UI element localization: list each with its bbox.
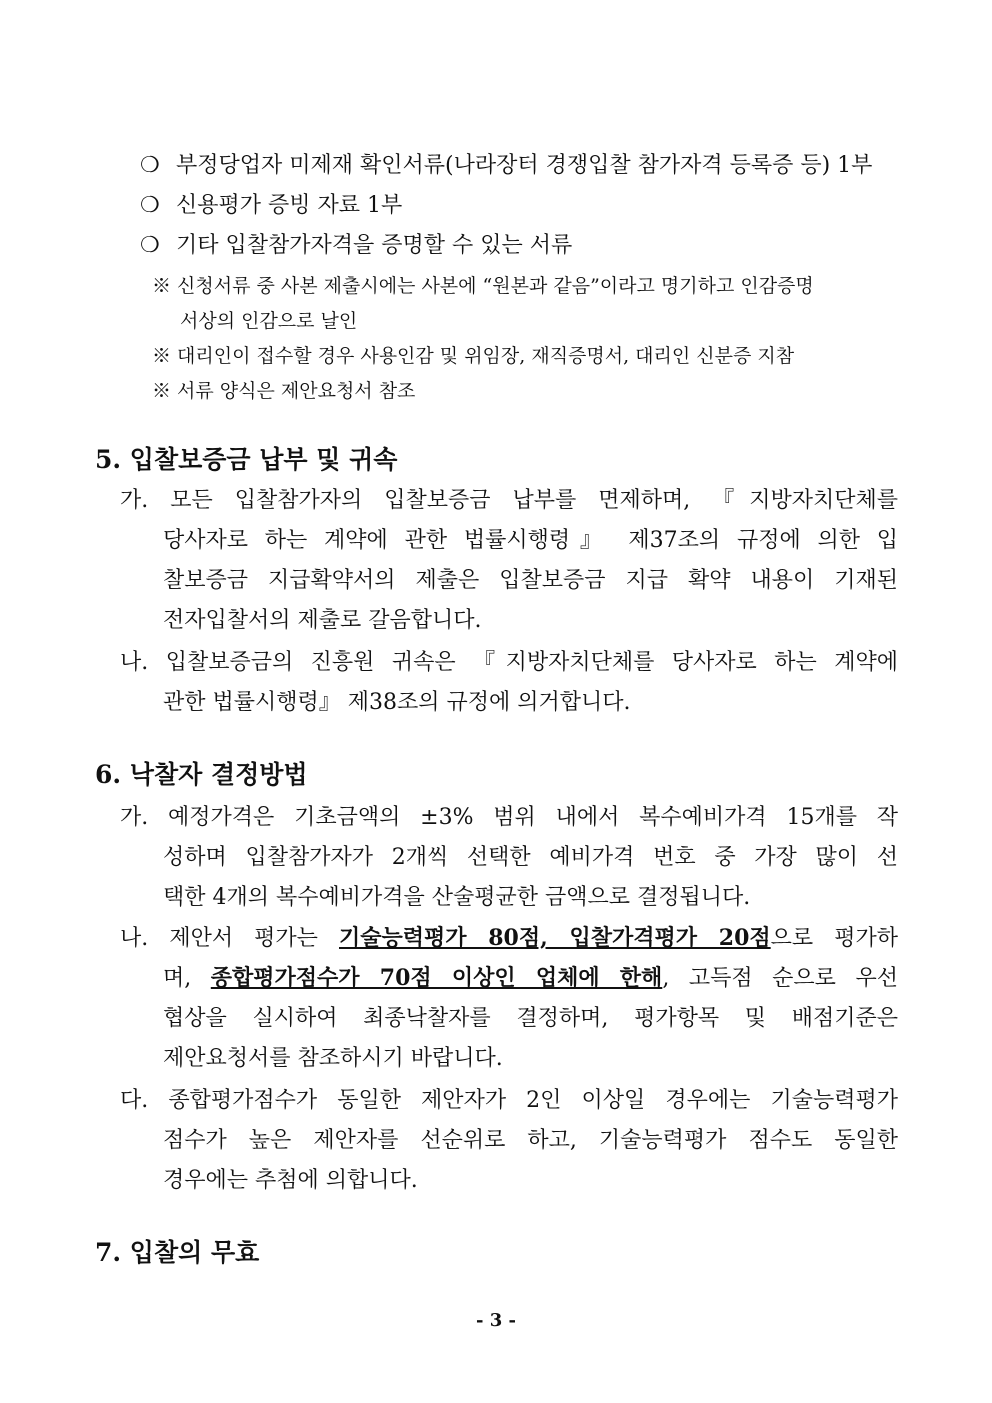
paragraph-line: 가. 예정가격은 기초금액의 ±3% 범위 내에서 복수예비가격 15개를 작 xyxy=(120,805,898,830)
paragraph-line: 나. 입찰보증금의 진흥원 귀속은 『지방자치단체를 당사자로 하는 계약에 xyxy=(120,650,898,675)
note-line: 서상의 인감으로 날인 xyxy=(180,310,358,332)
section-heading: 6. 낙찰자 결정방법 xyxy=(95,760,308,789)
circle-bullet-icon: ❍ xyxy=(140,233,160,258)
circle-bullet-icon: ❍ xyxy=(140,193,160,218)
paragraph-line: 찰보증금 지급확약서의 제출은 입찰보증금 지급 확약 내용이 기재된 xyxy=(163,568,898,593)
note-line: ※ 대리인이 접수할 경우 사용인감 및 위임장, 재직증명서, 대리인 신분증 지참 xyxy=(152,345,795,367)
text-span: 나. 제안서 평가는 xyxy=(120,926,339,951)
page-number: - 3 - xyxy=(476,1310,516,1331)
paragraph-line: 경우에는 추첨에 의합니다. xyxy=(163,1168,418,1193)
paragraph-line: 관한 법률시행령』 제38조의 규정에 의거합니다. xyxy=(163,690,631,715)
bullet-text: 신용평가 증빙 자료 1부 xyxy=(176,193,403,218)
paragraph-line: 전자입찰서의 제출로 갈음합니다. xyxy=(163,608,482,633)
paragraph-line: 가. 모든 입찰참가자의 입찰보증금 납부를 면제하며, 『지방자치단체를 xyxy=(120,488,898,513)
emphasis-text: 종합평가점수가 70점 이상인 업체에 한해 xyxy=(210,965,663,991)
paragraph-line: 당사자로 하는 계약에 관한 법률시행령』 제37조의 규정에 의한 입 xyxy=(163,528,898,553)
emphasis-text: 기술능력평가 80점, 입찰가격평가 20점 xyxy=(339,925,771,951)
paragraph-line: 제안요청서를 참조하시기 바랍니다. xyxy=(163,1046,503,1071)
paragraph-line: 점수가 높은 제안자를 선순위로 하고, 기술능력평가 점수도 동일한 xyxy=(163,1128,898,1153)
note-line: ※ 신청서류 중 사본 제출시에는 사본에 “원본과 같음”이라고 명기하고 인감증명 xyxy=(152,275,814,297)
bullet-text: 기타 입찰참가자격을 증명할 수 있는 서류 xyxy=(176,233,573,258)
text-span: 며, xyxy=(163,966,211,991)
section-heading: 5. 입찰보증금 납부 및 귀속 xyxy=(95,445,398,474)
bullet-item xyxy=(140,188,402,219)
circle-bullet-icon: ❍ xyxy=(140,153,160,178)
text-span: , 고득점 순으로 우선 xyxy=(662,966,898,991)
bullet-item xyxy=(140,228,572,259)
paragraph-line: 다. 종합평가점수가 동일한 제안자가 2인 이상일 경우에는 기술능력평가 xyxy=(120,1088,898,1113)
bullet-text: 부정당업자 미제재 확인서류(나라장터 경쟁입찰 참가자격 등록증 등) 1부 xyxy=(176,153,873,178)
paragraph-line: 택한 4개의 복수예비가격을 산술평균한 금액으로 결정됩니다. xyxy=(163,885,751,910)
paragraph-line: 성하며 입찰참가자가 2개씩 선택한 예비가격 번호 중 가장 많이 선 xyxy=(163,845,898,870)
text-span: 으로 평가하 xyxy=(770,926,898,951)
paragraph-line xyxy=(120,921,898,952)
note-line: ※ 서류 양식은 제안요청서 참조 xyxy=(152,380,416,402)
paragraph-line xyxy=(163,961,898,992)
section-heading: 7. 입찰의 무효 xyxy=(95,1238,260,1267)
bullet-item xyxy=(140,148,872,179)
paragraph-line: 협상을 실시하여 최종낙찰자를 결정하며, 평가항목 및 배점기준은 xyxy=(163,1006,898,1031)
